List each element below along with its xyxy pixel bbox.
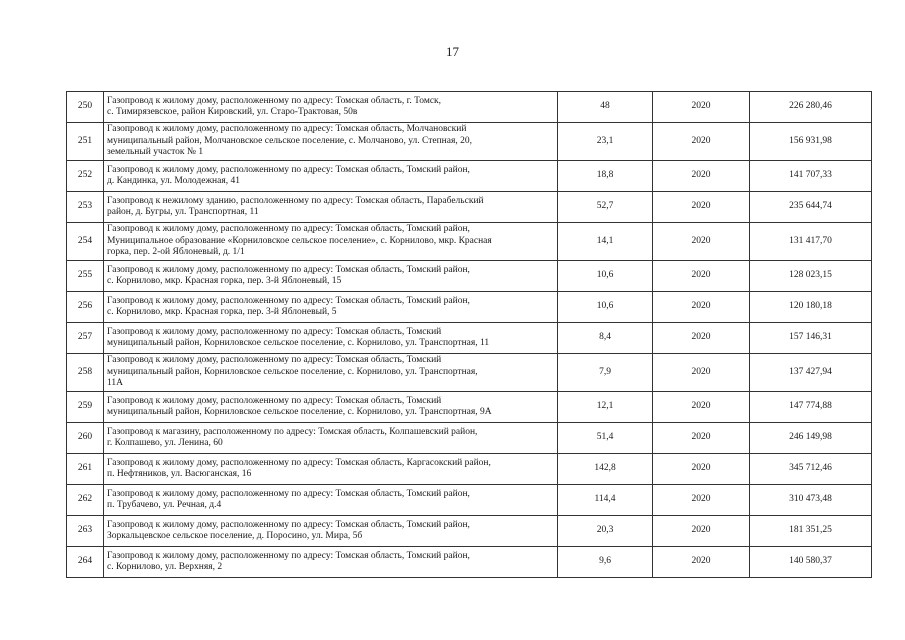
object-description-cell: [104, 92, 558, 123]
year-cell: 2020: [653, 485, 750, 516]
table-row: [67, 516, 872, 547]
row-number-cell: 262: [67, 485, 104, 516]
description-line: Газопровод к нежилому зданию, расположенному по адресу: Томская область, Парабельский: [107, 195, 484, 206]
object-description-cell: [104, 261, 558, 292]
year-cell: 2020: [653, 92, 750, 123]
cost-cell: 147 774,88: [750, 392, 872, 423]
row-number-cell: 258: [67, 354, 104, 392]
row-number-cell: 252: [67, 161, 104, 192]
description-line: Газопровод к жилому дому, расположенному по адресу: Томская область, Томский район,: [107, 264, 470, 275]
description-line: Муниципальное образование «Корниловское сельское поселение», с. Корнилово, мкр. Красная: [107, 235, 492, 246]
table-row: [67, 223, 872, 261]
object-description-cell: [104, 485, 558, 516]
table-row: [67, 485, 872, 516]
row-number-cell: 254: [67, 223, 104, 261]
table-row: [67, 161, 872, 192]
description-line: д. Кандинка, ул. Молодежная, 41: [107, 176, 240, 186]
cost-cell: 246 149,98: [750, 423, 872, 454]
description-line: Газопровод к жилому дому, расположенному по адресу: Томская область, Томский: [107, 326, 442, 337]
table-row: [67, 323, 872, 354]
row-number-cell: 260: [67, 423, 104, 454]
length-cell: 10,6: [558, 261, 653, 292]
length-cell: 142,8: [558, 454, 653, 485]
row-number-cell: 257: [67, 323, 104, 354]
cost-cell: 310 473,48: [750, 485, 872, 516]
year-cell: 2020: [653, 392, 750, 423]
object-description-cell: [104, 547, 558, 578]
cost-cell: 156 931,98: [750, 123, 872, 161]
description-line: Газопровод к жилому дому, расположенному по адресу: Томская область, г. Томск,: [107, 95, 442, 106]
row-number-cell: 250: [67, 92, 104, 123]
table-row: [67, 261, 872, 292]
cost-cell: 137 427,94: [750, 354, 872, 392]
cost-cell: 131 417,70: [750, 223, 872, 261]
description-line: горка, пер. 2-ой Яблоневый, д. 1/1: [107, 247, 245, 258]
length-cell: 12,1: [558, 392, 653, 423]
description-line: Газопровод к жилому дому, расположенному по адресу: Томская область, Томский район,: [107, 519, 470, 530]
year-cell: 2020: [653, 192, 750, 223]
table-row: [67, 354, 872, 392]
length-cell: 10,6: [558, 292, 653, 323]
year-cell: 2020: [653, 161, 750, 192]
description-line: г. Колпашево, ул. Ленина, 60: [107, 438, 223, 448]
object-description-cell: [104, 161, 558, 192]
description-line: Зоркальцевское сельское поселение, д. Поросино, ул. Мира, 5б: [107, 531, 363, 541]
description-line: с. Корнилово, ул. Верхняя, 2: [107, 562, 223, 572]
table-row: [67, 392, 872, 423]
description-line: Газопровод к жилому дому, расположенному по адресу: Томская область, Томский район,: [107, 550, 470, 561]
length-cell: 8,4: [558, 323, 653, 354]
length-cell: 23,1: [558, 123, 653, 161]
object-description-cell: [104, 192, 558, 223]
table-row: [67, 92, 872, 123]
gas-pipeline-registry-table: [66, 91, 872, 578]
object-description-cell: [104, 392, 558, 423]
description-line: Газопровод к жилому дому, расположенному по адресу: Томская область, Каргасокский район,: [107, 457, 491, 468]
row-number-cell: 253: [67, 192, 104, 223]
description-line: Газопровод к магазину, расположенному по адресу: Томская область, Колпашевский район,: [107, 426, 478, 437]
description-line: муниципальный район, Молчановское сельское поселение, с. Молчаново, ул. Степная, 20,: [107, 135, 472, 146]
description-line: с. Корнилово, мкр. Красная горка, пер. 3-й Яблоневый, 15: [107, 276, 342, 286]
length-cell: 52,7: [558, 192, 653, 223]
length-cell: 20,3: [558, 516, 653, 547]
description-line: Газопровод к жилому дому, расположенному по адресу: Томская область, Томский район,: [107, 488, 470, 499]
length-cell: 114,4: [558, 485, 653, 516]
object-description-cell: [104, 454, 558, 485]
description-line: Газопровод к жилому дому, расположенному по адресу: Томская область, Томский район,: [107, 224, 470, 235]
year-cell: 2020: [653, 123, 750, 161]
year-cell: 2020: [653, 423, 750, 454]
row-number-cell: 261: [67, 454, 104, 485]
object-description-cell: [104, 223, 558, 261]
year-cell: 2020: [653, 354, 750, 392]
cost-cell: 181 351,25: [750, 516, 872, 547]
description-line: Газопровод к жилому дому, расположенному по адресу: Томская область, Томский: [107, 355, 442, 366]
cost-cell: 141 707,33: [750, 161, 872, 192]
length-cell: 51,4: [558, 423, 653, 454]
row-number-cell: 264: [67, 547, 104, 578]
description-line: земельный участок № 1: [107, 147, 204, 158]
object-description-cell: [104, 354, 558, 392]
object-description-cell: [104, 423, 558, 454]
length-cell: 48: [558, 92, 653, 123]
description-line: муниципальный район, Корниловское сельское поселение, с. Корнилово, ул. Транспортная, 9А: [107, 407, 492, 417]
object-description-cell: [104, 323, 558, 354]
description-line: п. Нефтяников, ул. Васюганская, 16: [107, 469, 252, 479]
object-description-cell: [104, 123, 558, 161]
registry-table-body: [67, 92, 872, 578]
year-cell: 2020: [653, 547, 750, 578]
description-line: Газопровод к жилому дому, расположенному по адресу: Томская область, Томский: [107, 395, 442, 406]
description-line: с. Корнилово, мкр. Красная горка, пер. 3-й Яблоневый, 5: [107, 307, 337, 317]
table-row: [67, 123, 872, 161]
length-cell: 14,1: [558, 223, 653, 261]
description-line: Газопровод к жилому дому, расположенному по адресу: Томская область, Томский район,: [107, 164, 470, 175]
table-row: [67, 454, 872, 485]
row-number-cell: 256: [67, 292, 104, 323]
cost-cell: 226 280,46: [750, 92, 872, 123]
cost-cell: 157 146,31: [750, 323, 872, 354]
page-number: 17: [446, 44, 459, 59]
object-description-cell: [104, 292, 558, 323]
description-line: 11А: [107, 378, 124, 389]
row-number-cell: 263: [67, 516, 104, 547]
description-line: Газопровод к жилому дому, расположенному по адресу: Томская область, Молчановский: [107, 124, 467, 135]
cost-cell: 345 712,46: [750, 454, 872, 485]
description-line: муниципальный район, Корниловское сельское поселение, с. Корнилово, ул. Транспортная,: [107, 366, 478, 377]
year-cell: 2020: [653, 261, 750, 292]
year-cell: 2020: [653, 223, 750, 261]
object-description-cell: [104, 516, 558, 547]
cost-cell: 235 644,74: [750, 192, 872, 223]
length-cell: 7,9: [558, 354, 653, 392]
row-number-cell: 255: [67, 261, 104, 292]
year-cell: 2020: [653, 454, 750, 485]
row-number-cell: 259: [67, 392, 104, 423]
cost-cell: 140 580,37: [750, 547, 872, 578]
cost-cell: 128 023,15: [750, 261, 872, 292]
table-row: [67, 423, 872, 454]
length-cell: 18,8: [558, 161, 653, 192]
year-cell: 2020: [653, 516, 750, 547]
table-row: [67, 292, 872, 323]
description-line: п. Трубачево, ул. Речная, д.4: [107, 500, 222, 510]
description-line: с. Тимирязевское, район Кировский, ул. Старо-Трактовая, 50в: [107, 107, 358, 117]
cost-cell: 120 180,18: [750, 292, 872, 323]
row-number-cell: 251: [67, 123, 104, 161]
description-line: муниципальный район, Корниловское сельское поселение, с. Корнилово, ул. Транспортная, 11: [107, 338, 490, 348]
table-row: [67, 192, 872, 223]
year-cell: 2020: [653, 292, 750, 323]
year-cell: 2020: [653, 323, 750, 354]
description-line: Газопровод к жилому дому, расположенному по адресу: Томская область, Томский район,: [107, 295, 470, 306]
table-row: [67, 547, 872, 578]
description-line: район, д. Бугры, ул. Транспортная, 11: [107, 207, 259, 217]
length-cell: 9,6: [558, 547, 653, 578]
